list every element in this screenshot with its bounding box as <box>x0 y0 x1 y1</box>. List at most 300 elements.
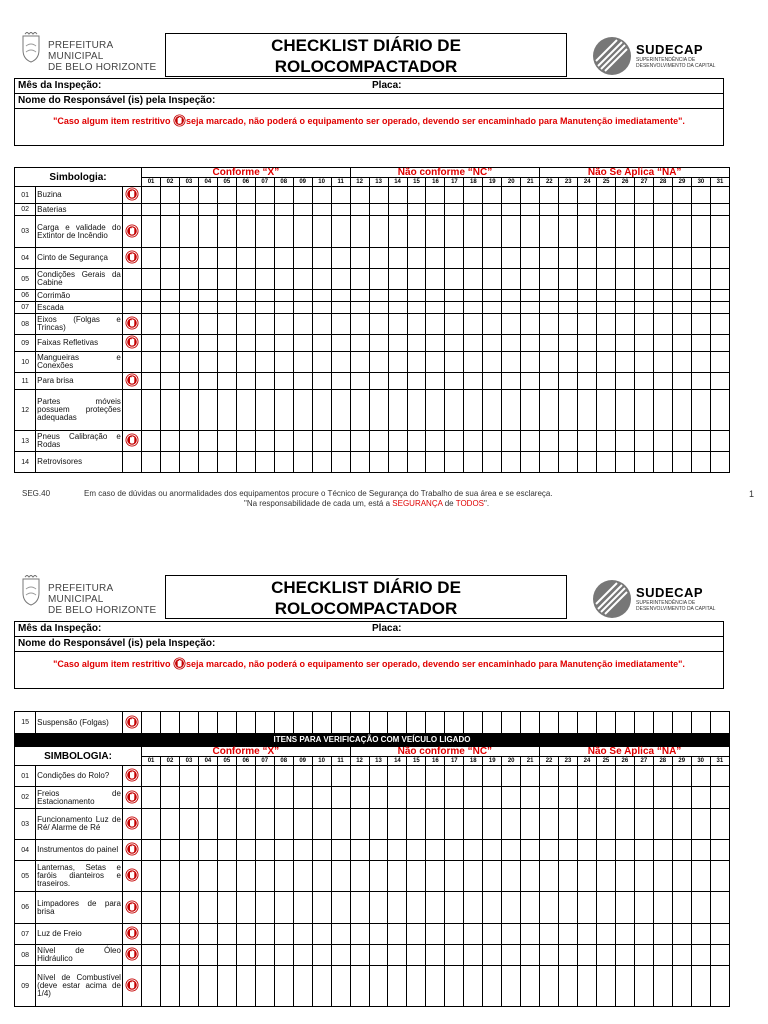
check-cell[interactable] <box>179 840 198 861</box>
check-cell[interactable] <box>161 809 180 840</box>
check-cell[interactable] <box>179 945 198 966</box>
check-cell[interactable] <box>369 861 388 892</box>
check-cell[interactable] <box>464 712 483 734</box>
check-cell[interactable] <box>331 712 350 734</box>
check-cell[interactable] <box>426 924 445 945</box>
check-cell[interactable] <box>653 924 672 945</box>
check-cell[interactable] <box>559 966 578 1007</box>
check-cell[interactable] <box>198 924 217 945</box>
check-cell[interactable] <box>596 809 615 840</box>
check-cell[interactable] <box>540 924 559 945</box>
check-cell[interactable] <box>710 945 729 966</box>
check-cell[interactable] <box>236 966 255 1007</box>
check-cell[interactable] <box>369 712 388 734</box>
check-cell[interactable] <box>179 861 198 892</box>
check-cell[interactable] <box>407 787 426 809</box>
check-cell[interactable] <box>350 809 369 840</box>
check-cell[interactable] <box>161 924 180 945</box>
check-cell[interactable] <box>198 787 217 809</box>
check-cell[interactable] <box>464 840 483 861</box>
check-cell[interactable] <box>578 840 597 861</box>
check-cell[interactable] <box>483 787 502 809</box>
check-cell[interactable] <box>521 861 540 892</box>
check-cell[interactable] <box>521 924 540 945</box>
check-cell[interactable] <box>142 766 161 787</box>
check-cell[interactable] <box>502 809 521 840</box>
check-cell[interactable] <box>407 712 426 734</box>
check-cell[interactable] <box>179 966 198 1007</box>
check-cell[interactable] <box>464 892 483 924</box>
check-cell[interactable] <box>255 945 274 966</box>
check-cell[interactable] <box>331 892 350 924</box>
check-cell[interactable] <box>179 892 198 924</box>
check-cell[interactable] <box>634 809 653 840</box>
check-cell[interactable] <box>540 945 559 966</box>
check-cell[interactable] <box>483 840 502 861</box>
check-cell[interactable] <box>634 892 653 924</box>
check-cell[interactable] <box>161 892 180 924</box>
check-cell[interactable] <box>710 787 729 809</box>
check-cell[interactable] <box>521 840 540 861</box>
check-cell[interactable] <box>161 787 180 809</box>
check-cell[interactable] <box>691 966 710 1007</box>
check-cell[interactable] <box>255 766 274 787</box>
check-cell[interactable] <box>691 861 710 892</box>
check-cell[interactable] <box>672 809 691 840</box>
check-cell[interactable] <box>578 861 597 892</box>
check-cell[interactable] <box>255 840 274 861</box>
check-cell[interactable] <box>312 924 331 945</box>
check-cell[interactable] <box>653 840 672 861</box>
check-cell[interactable] <box>540 712 559 734</box>
check-cell[interactable] <box>350 861 369 892</box>
check-cell[interactable] <box>312 840 331 861</box>
check-cell[interactable] <box>596 766 615 787</box>
check-cell[interactable] <box>691 945 710 966</box>
check-cell[interactable] <box>672 924 691 945</box>
check-cell[interactable] <box>217 945 236 966</box>
check-cell[interactable] <box>653 809 672 840</box>
check-cell[interactable] <box>198 766 217 787</box>
check-cell[interactable] <box>179 787 198 809</box>
check-cell[interactable] <box>350 712 369 734</box>
check-cell[interactable] <box>161 840 180 861</box>
check-cell[interactable] <box>559 712 578 734</box>
check-cell[interactable] <box>502 840 521 861</box>
check-cell[interactable] <box>331 945 350 966</box>
check-cell[interactable] <box>596 861 615 892</box>
check-cell[interactable] <box>236 892 255 924</box>
check-cell[interactable] <box>217 966 236 1007</box>
check-cell[interactable] <box>142 787 161 809</box>
check-cell[interactable] <box>615 840 634 861</box>
check-cell[interactable] <box>369 924 388 945</box>
check-cell[interactable] <box>142 840 161 861</box>
check-cell[interactable] <box>217 892 236 924</box>
check-cell[interactable] <box>369 840 388 861</box>
check-cell[interactable] <box>255 787 274 809</box>
check-cell[interactable] <box>464 861 483 892</box>
check-cell[interactable] <box>312 966 331 1007</box>
check-cell[interactable] <box>369 766 388 787</box>
check-cell[interactable] <box>236 840 255 861</box>
check-cell[interactable] <box>445 966 464 1007</box>
check-cell[interactable] <box>615 712 634 734</box>
check-cell[interactable] <box>540 766 559 787</box>
check-cell[interactable] <box>255 809 274 840</box>
check-cell[interactable] <box>350 766 369 787</box>
check-cell[interactable] <box>672 945 691 966</box>
check-cell[interactable] <box>369 892 388 924</box>
check-cell[interactable] <box>483 766 502 787</box>
check-cell[interactable] <box>691 892 710 924</box>
check-cell[interactable] <box>464 787 483 809</box>
check-cell[interactable] <box>540 861 559 892</box>
check-cell[interactable] <box>274 712 293 734</box>
check-cell[interactable] <box>255 712 274 734</box>
check-cell[interactable] <box>483 861 502 892</box>
check-cell[interactable] <box>596 840 615 861</box>
check-cell[interactable] <box>274 892 293 924</box>
check-cell[interactable] <box>559 787 578 809</box>
check-cell[interactable] <box>445 892 464 924</box>
check-cell[interactable] <box>672 712 691 734</box>
check-cell[interactable] <box>407 766 426 787</box>
check-cell[interactable] <box>179 809 198 840</box>
check-cell[interactable] <box>445 924 464 945</box>
check-cell[interactable] <box>596 945 615 966</box>
check-cell[interactable] <box>653 712 672 734</box>
check-cell[interactable] <box>502 766 521 787</box>
check-cell[interactable] <box>293 766 312 787</box>
check-cell[interactable] <box>521 945 540 966</box>
check-cell[interactable] <box>521 809 540 840</box>
check-cell[interactable] <box>634 840 653 861</box>
check-cell[interactable] <box>331 924 350 945</box>
check-cell[interactable] <box>634 945 653 966</box>
check-cell[interactable] <box>274 945 293 966</box>
check-cell[interactable] <box>388 861 407 892</box>
check-cell[interactable] <box>578 787 597 809</box>
check-cell[interactable] <box>596 892 615 924</box>
check-cell[interactable] <box>596 787 615 809</box>
check-cell[interactable] <box>217 787 236 809</box>
check-cell[interactable] <box>142 966 161 1007</box>
check-cell[interactable] <box>559 945 578 966</box>
check-cell[interactable] <box>653 861 672 892</box>
check-cell[interactable] <box>445 787 464 809</box>
check-cell[interactable] <box>331 861 350 892</box>
check-cell[interactable] <box>350 787 369 809</box>
check-cell[interactable] <box>710 892 729 924</box>
check-cell[interactable] <box>578 924 597 945</box>
check-cell[interactable] <box>350 945 369 966</box>
check-cell[interactable] <box>312 712 331 734</box>
check-cell[interactable] <box>559 809 578 840</box>
check-cell[interactable] <box>312 892 331 924</box>
check-cell[interactable] <box>388 966 407 1007</box>
check-cell[interactable] <box>653 766 672 787</box>
check-cell[interactable] <box>559 861 578 892</box>
check-cell[interactable] <box>369 809 388 840</box>
check-cell[interactable] <box>483 712 502 734</box>
check-cell[interactable] <box>691 924 710 945</box>
check-cell[interactable] <box>293 787 312 809</box>
check-cell[interactable] <box>426 787 445 809</box>
check-cell[interactable] <box>521 712 540 734</box>
check-cell[interactable] <box>615 924 634 945</box>
check-cell[interactable] <box>445 861 464 892</box>
check-cell[interactable] <box>540 966 559 1007</box>
check-cell[interactable] <box>502 787 521 809</box>
check-cell[interactable] <box>255 966 274 1007</box>
check-cell[interactable] <box>615 892 634 924</box>
check-cell[interactable] <box>236 787 255 809</box>
check-cell[interactable] <box>634 787 653 809</box>
check-cell[interactable] <box>217 809 236 840</box>
check-cell[interactable] <box>521 766 540 787</box>
check-cell[interactable] <box>445 712 464 734</box>
check-cell[interactable] <box>483 809 502 840</box>
check-cell[interactable] <box>521 892 540 924</box>
check-cell[interactable] <box>369 966 388 1007</box>
check-cell[interactable] <box>161 945 180 966</box>
check-cell[interactable] <box>388 892 407 924</box>
check-cell[interactable] <box>426 892 445 924</box>
check-cell[interactable] <box>615 861 634 892</box>
check-cell[interactable] <box>407 945 426 966</box>
check-cell[interactable] <box>312 945 331 966</box>
check-cell[interactable] <box>578 809 597 840</box>
check-cell[interactable] <box>161 712 180 734</box>
check-cell[interactable] <box>559 766 578 787</box>
check-cell[interactable] <box>312 861 331 892</box>
check-cell[interactable] <box>445 809 464 840</box>
check-cell[interactable] <box>407 840 426 861</box>
check-cell[interactable] <box>274 840 293 861</box>
check-cell[interactable] <box>615 766 634 787</box>
check-cell[interactable] <box>634 924 653 945</box>
check-cell[interactable] <box>198 892 217 924</box>
check-cell[interactable] <box>710 809 729 840</box>
check-cell[interactable] <box>691 712 710 734</box>
check-cell[interactable] <box>634 966 653 1007</box>
check-cell[interactable] <box>369 787 388 809</box>
check-cell[interactable] <box>502 892 521 924</box>
check-cell[interactable] <box>293 712 312 734</box>
check-cell[interactable] <box>255 892 274 924</box>
check-cell[interactable] <box>388 945 407 966</box>
check-cell[interactable] <box>710 861 729 892</box>
check-cell[interactable] <box>691 809 710 840</box>
check-cell[interactable] <box>198 809 217 840</box>
check-cell[interactable] <box>540 809 559 840</box>
check-cell[interactable] <box>559 924 578 945</box>
check-cell[interactable] <box>142 945 161 966</box>
check-cell[interactable] <box>502 924 521 945</box>
check-cell[interactable] <box>293 924 312 945</box>
check-cell[interactable] <box>407 861 426 892</box>
check-cell[interactable] <box>198 712 217 734</box>
check-cell[interactable] <box>312 809 331 840</box>
check-cell[interactable] <box>596 924 615 945</box>
check-cell[interactable] <box>710 712 729 734</box>
check-cell[interactable] <box>293 861 312 892</box>
check-cell[interactable] <box>596 712 615 734</box>
check-cell[interactable] <box>274 809 293 840</box>
check-cell[interactable] <box>236 924 255 945</box>
check-cell[interactable] <box>350 966 369 1007</box>
check-cell[interactable] <box>331 840 350 861</box>
check-cell[interactable] <box>426 766 445 787</box>
check-cell[interactable] <box>388 809 407 840</box>
check-cell[interactable] <box>274 787 293 809</box>
check-cell[interactable] <box>445 766 464 787</box>
check-cell[interactable] <box>217 861 236 892</box>
check-cell[interactable] <box>217 712 236 734</box>
check-cell[interactable] <box>672 787 691 809</box>
check-cell[interactable] <box>615 966 634 1007</box>
check-cell[interactable] <box>672 892 691 924</box>
check-cell[interactable] <box>407 892 426 924</box>
check-cell[interactable] <box>236 766 255 787</box>
check-cell[interactable] <box>464 809 483 840</box>
check-cell[interactable] <box>445 840 464 861</box>
check-cell[interactable] <box>388 924 407 945</box>
check-cell[interactable] <box>672 766 691 787</box>
check-cell[interactable] <box>293 892 312 924</box>
check-cell[interactable] <box>502 966 521 1007</box>
check-cell[interactable] <box>236 809 255 840</box>
check-cell[interactable] <box>483 945 502 966</box>
check-cell[interactable] <box>179 712 198 734</box>
check-cell[interactable] <box>407 924 426 945</box>
check-cell[interactable] <box>653 787 672 809</box>
check-cell[interactable] <box>217 924 236 945</box>
check-cell[interactable] <box>710 924 729 945</box>
check-cell[interactable] <box>350 840 369 861</box>
check-cell[interactable] <box>634 766 653 787</box>
check-cell[interactable] <box>217 840 236 861</box>
check-cell[interactable] <box>540 892 559 924</box>
check-cell[interactable] <box>445 945 464 966</box>
check-cell[interactable] <box>710 966 729 1007</box>
check-cell[interactable] <box>293 945 312 966</box>
check-cell[interactable] <box>161 861 180 892</box>
check-cell[interactable] <box>672 966 691 1007</box>
check-cell[interactable] <box>672 861 691 892</box>
check-cell[interactable] <box>312 787 331 809</box>
check-cell[interactable] <box>236 861 255 892</box>
check-cell[interactable] <box>653 966 672 1007</box>
check-cell[interactable] <box>331 809 350 840</box>
check-cell[interactable] <box>331 766 350 787</box>
check-cell[interactable] <box>312 766 331 787</box>
check-cell[interactable] <box>236 712 255 734</box>
check-cell[interactable] <box>521 966 540 1007</box>
check-cell[interactable] <box>388 766 407 787</box>
check-cell[interactable] <box>198 966 217 1007</box>
check-cell[interactable] <box>502 945 521 966</box>
check-cell[interactable] <box>615 945 634 966</box>
check-cell[interactable] <box>540 840 559 861</box>
check-cell[interactable] <box>502 861 521 892</box>
check-cell[interactable] <box>483 924 502 945</box>
check-cell[interactable] <box>634 712 653 734</box>
check-cell[interactable] <box>293 809 312 840</box>
check-cell[interactable] <box>142 892 161 924</box>
check-cell[interactable] <box>521 787 540 809</box>
check-cell[interactable] <box>388 840 407 861</box>
check-cell[interactable] <box>426 861 445 892</box>
check-cell[interactable] <box>691 766 710 787</box>
check-cell[interactable] <box>142 924 161 945</box>
check-cell[interactable] <box>615 809 634 840</box>
check-cell[interactable] <box>198 945 217 966</box>
check-cell[interactable] <box>161 966 180 1007</box>
check-cell[interactable] <box>483 892 502 924</box>
check-cell[interactable] <box>407 966 426 1007</box>
check-cell[interactable] <box>274 966 293 1007</box>
check-cell[interactable] <box>426 840 445 861</box>
check-cell[interactable] <box>502 712 521 734</box>
check-cell[interactable] <box>634 861 653 892</box>
check-cell[interactable] <box>350 892 369 924</box>
check-cell[interactable] <box>236 945 255 966</box>
check-cell[interactable] <box>559 840 578 861</box>
check-cell[interactable] <box>350 924 369 945</box>
check-cell[interactable] <box>142 712 161 734</box>
check-cell[interactable] <box>464 966 483 1007</box>
check-cell[interactable] <box>710 766 729 787</box>
check-cell[interactable] <box>198 840 217 861</box>
check-cell[interactable] <box>369 945 388 966</box>
check-cell[interactable] <box>255 924 274 945</box>
check-cell[interactable] <box>388 787 407 809</box>
check-cell[interactable] <box>540 787 559 809</box>
check-cell[interactable] <box>596 966 615 1007</box>
check-cell[interactable] <box>578 966 597 1007</box>
check-cell[interactable] <box>293 840 312 861</box>
check-cell[interactable] <box>331 787 350 809</box>
check-cell[interactable] <box>426 945 445 966</box>
check-cell[interactable] <box>578 892 597 924</box>
check-cell[interactable] <box>255 861 274 892</box>
check-cell[interactable] <box>407 809 426 840</box>
check-cell[interactable] <box>483 966 502 1007</box>
check-cell[interactable] <box>710 840 729 861</box>
check-cell[interactable] <box>198 861 217 892</box>
check-cell[interactable] <box>672 840 691 861</box>
check-cell[interactable] <box>274 924 293 945</box>
check-cell[interactable] <box>464 766 483 787</box>
check-cell[interactable] <box>274 766 293 787</box>
check-cell[interactable] <box>426 712 445 734</box>
check-cell[interactable] <box>578 712 597 734</box>
check-cell[interactable] <box>691 787 710 809</box>
check-cell[interactable] <box>217 766 236 787</box>
check-cell[interactable] <box>615 787 634 809</box>
check-cell[interactable] <box>161 766 180 787</box>
check-cell[interactable] <box>578 766 597 787</box>
check-cell[interactable] <box>142 861 161 892</box>
check-cell[interactable] <box>331 966 350 1007</box>
check-cell[interactable] <box>578 945 597 966</box>
check-cell[interactable] <box>653 892 672 924</box>
check-cell[interactable] <box>464 924 483 945</box>
check-cell[interactable] <box>179 766 198 787</box>
check-cell[interactable] <box>464 945 483 966</box>
